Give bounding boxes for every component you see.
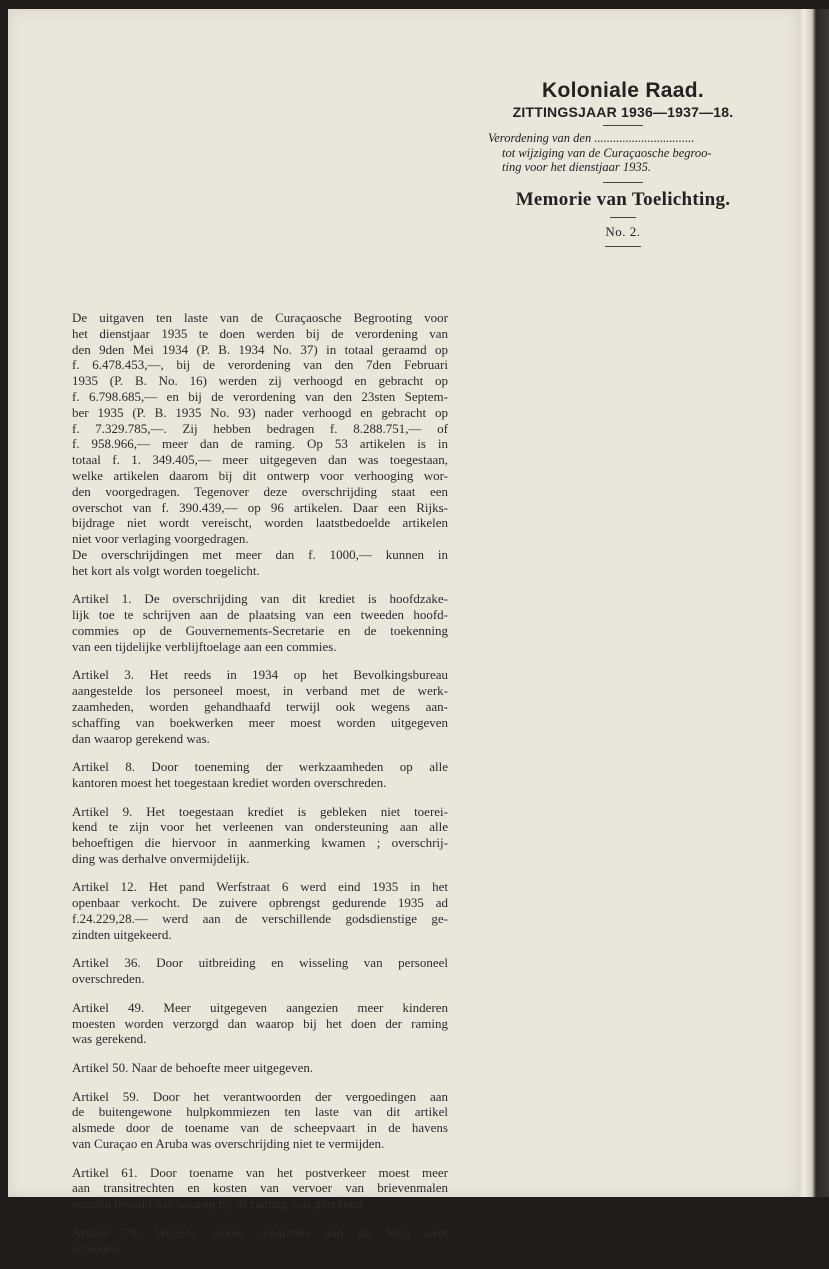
document-number: No. 2. <box>605 223 641 239</box>
text-line: 1935 (P. B. No. 16) werden zij verhoogd en gebracht op <box>72 373 448 389</box>
text-line: schaffing van boekwerken meer moest worden uitgegeven <box>72 714 448 730</box>
document-header <box>488 79 758 247</box>
text-line: f.24.229,28.— werd aan de verschillende godsdienstige ge- <box>72 911 448 927</box>
text-line: De overschrijdingen met meer dan f. 1000,— kunnen in <box>72 546 448 562</box>
text-line: dan waarop gerekend was. <box>72 730 210 746</box>
text-line: schreden. <box>72 1240 122 1256</box>
text-line: was gerekend. <box>72 1031 147 1047</box>
scan-top-border <box>0 0 829 9</box>
text-line: kend te zijn voor het verleenen van ondersteuning aan alle <box>72 819 448 835</box>
paragraph <box>72 310 448 547</box>
text-line: Artikel 1. De overschrijding van dit krediet is hoofdzake- <box>72 591 448 607</box>
paragraph <box>72 667 448 746</box>
paragraph <box>72 1089 448 1152</box>
paragraph <box>72 547 448 579</box>
text-line: van een tijdelijke verblijftoelage aan een commies. <box>72 638 337 654</box>
paragraph <box>72 955 448 987</box>
text-line: Artikel 70. Wegens groote reparaties aan de brug over <box>72 1224 448 1240</box>
text-line: f. 6.478.453,—, bij de verordening van den 7den Februari <box>72 357 448 373</box>
text-line: Artikel 3. Het reeds in 1934 op het Bevolkingsbureau <box>72 667 448 683</box>
ordinance-line: Verordening van den ................................ <box>488 131 695 145</box>
header-divider <box>603 125 643 126</box>
body-text <box>72 310 448 1269</box>
header-divider <box>605 246 641 247</box>
text-line: zaamheden, worden gehandhaafd terwijl ook wegens aan- <box>72 698 448 714</box>
paragraph <box>72 591 448 654</box>
text-line: bijdrage niet wordt vereischt, worden laatstbedoelde artikelen <box>72 515 448 531</box>
text-line: Artikel 61. Door toename van het postverkeer moest meer <box>72 1164 448 1180</box>
text-line: Artikel 8. Door toeneming der werkzaamheden op alle <box>72 759 448 775</box>
text-line: worden betaald dan waarop bij de raming was gerekend. <box>72 1196 366 1212</box>
text-line: commies op de Gouvernements-Secretarie en de toekenning <box>72 622 448 638</box>
paragraph <box>72 759 448 791</box>
paragraph <box>72 1165 448 1212</box>
text-line: De uitgaven ten laste van de Curaçaosche Begrooting voor <box>72 310 448 325</box>
text-line: lijk toe te schrijven aan de plaatsing van een tweeden hoofd- <box>72 607 448 623</box>
ordinance-line: tot wijziging van de Curaçaosche begroo- <box>502 145 712 160</box>
paragraph <box>72 879 448 942</box>
text-line: zindten uitgekeerd. <box>72 926 172 942</box>
document-page <box>8 9 798 1256</box>
text-line: de buitengewone hulpkommiezen ten laste van dit artikel <box>72 1104 448 1120</box>
text-line: niet voor verlaging voorgedragen. <box>72 531 249 547</box>
text-line: Artikel 49. Meer uitgegeven aangezien meer kinderen <box>72 999 448 1015</box>
text-line: het kort als volgt worden toegelicht. <box>72 562 260 578</box>
text-line: alsmede door de toename van de scheepvaart in de havens <box>72 1120 448 1136</box>
council-title: Koloniale Raad. <box>541 79 705 102</box>
paragraph <box>72 804 448 867</box>
paragraph <box>72 1225 448 1257</box>
text-line: overschot van f. 390.439,— op 96 artikelen. Daar een Rijks- <box>72 499 448 515</box>
text-line: totaal f. 1. 349.405,— meer uitgegeven dan was toegestaan, <box>72 452 448 468</box>
text-line: f. 6.798.685,— en bij de verordening van den 23sten Septem- <box>72 388 448 404</box>
paragraph <box>72 1000 448 1047</box>
text-line: den voorgedragen. Tegenover deze overschrijding staat een <box>72 483 448 499</box>
ordinance-title <box>488 131 758 175</box>
text-line: aangestelde los personeel moest, in verband met de werk- <box>72 683 448 699</box>
memo-title: Memorie van Toelichting. <box>515 188 731 210</box>
text-line: kantoren moest het toegestaan krediet worden overschreden. <box>72 774 387 790</box>
text-line: ding was derhalve onvermijdelijk. <box>72 850 250 866</box>
text-line: behoeftigen die hiervoor in aanmerking kwamen ; overschrij- <box>72 835 448 851</box>
session-year: ZITTINGSJAAR 1936—1937—18. <box>512 104 734 120</box>
text-line: f. 958.966,— meer dan de raming. Op 53 artikelen is in <box>72 436 448 452</box>
text-line: f. 7.329.785,—. Zij hebben bedragen f. 8.288.751,— of <box>72 420 448 436</box>
text-line: ber 1935 (P. B. 1935 No. 93) nader verhoogd en gebracht op <box>72 404 448 420</box>
text-line: Artikel 12. Het pand Werfstraat 6 werd eind 1935 in het <box>72 879 448 895</box>
text-line: Artikel 50. Naar de behoefte meer uitgegeven. <box>72 1060 314 1076</box>
text-line: overschreden. <box>72 971 145 987</box>
text-line: van Curaçao en Aruba was overschrijding niet te vermijden. <box>72 1136 385 1152</box>
text-line: den 9den Mei 1934 (P. B. 1934 No. 37) in totaal geraamd op <box>72 341 448 357</box>
ordinance-line: ting voor het dienstjaar 1935. <box>502 160 651 174</box>
text-line: openbaar verkocht. De zuivere opbrengst gedurende 1935 ad <box>72 895 448 911</box>
text-line: welke artikelen daarom bij dit ontwerp voor verhooging wor- <box>72 467 448 483</box>
book-spine-edge <box>798 9 829 1197</box>
paragraph <box>72 1060 448 1076</box>
text-line: Artikel 36. Door uitbreiding en wisseling van personeel <box>72 955 448 971</box>
header-divider <box>603 182 643 183</box>
text-line: moesten worden verzorgd dan waarop bij het doen der raming <box>72 1015 448 1031</box>
text-line: aan transitrechten en kosten van vervoer van brievenmalen <box>72 1180 448 1196</box>
text-line: het dienstjaar 1935 te doen werden bij de verordening van <box>72 325 448 341</box>
header-divider <box>610 217 636 218</box>
text-line: Artikel 59. Door het verantwoorden der vergoedingen aan <box>72 1088 448 1104</box>
text-line: Artikel 9. Het toegestaan krediet is gebleken niet toerei- <box>72 803 448 819</box>
